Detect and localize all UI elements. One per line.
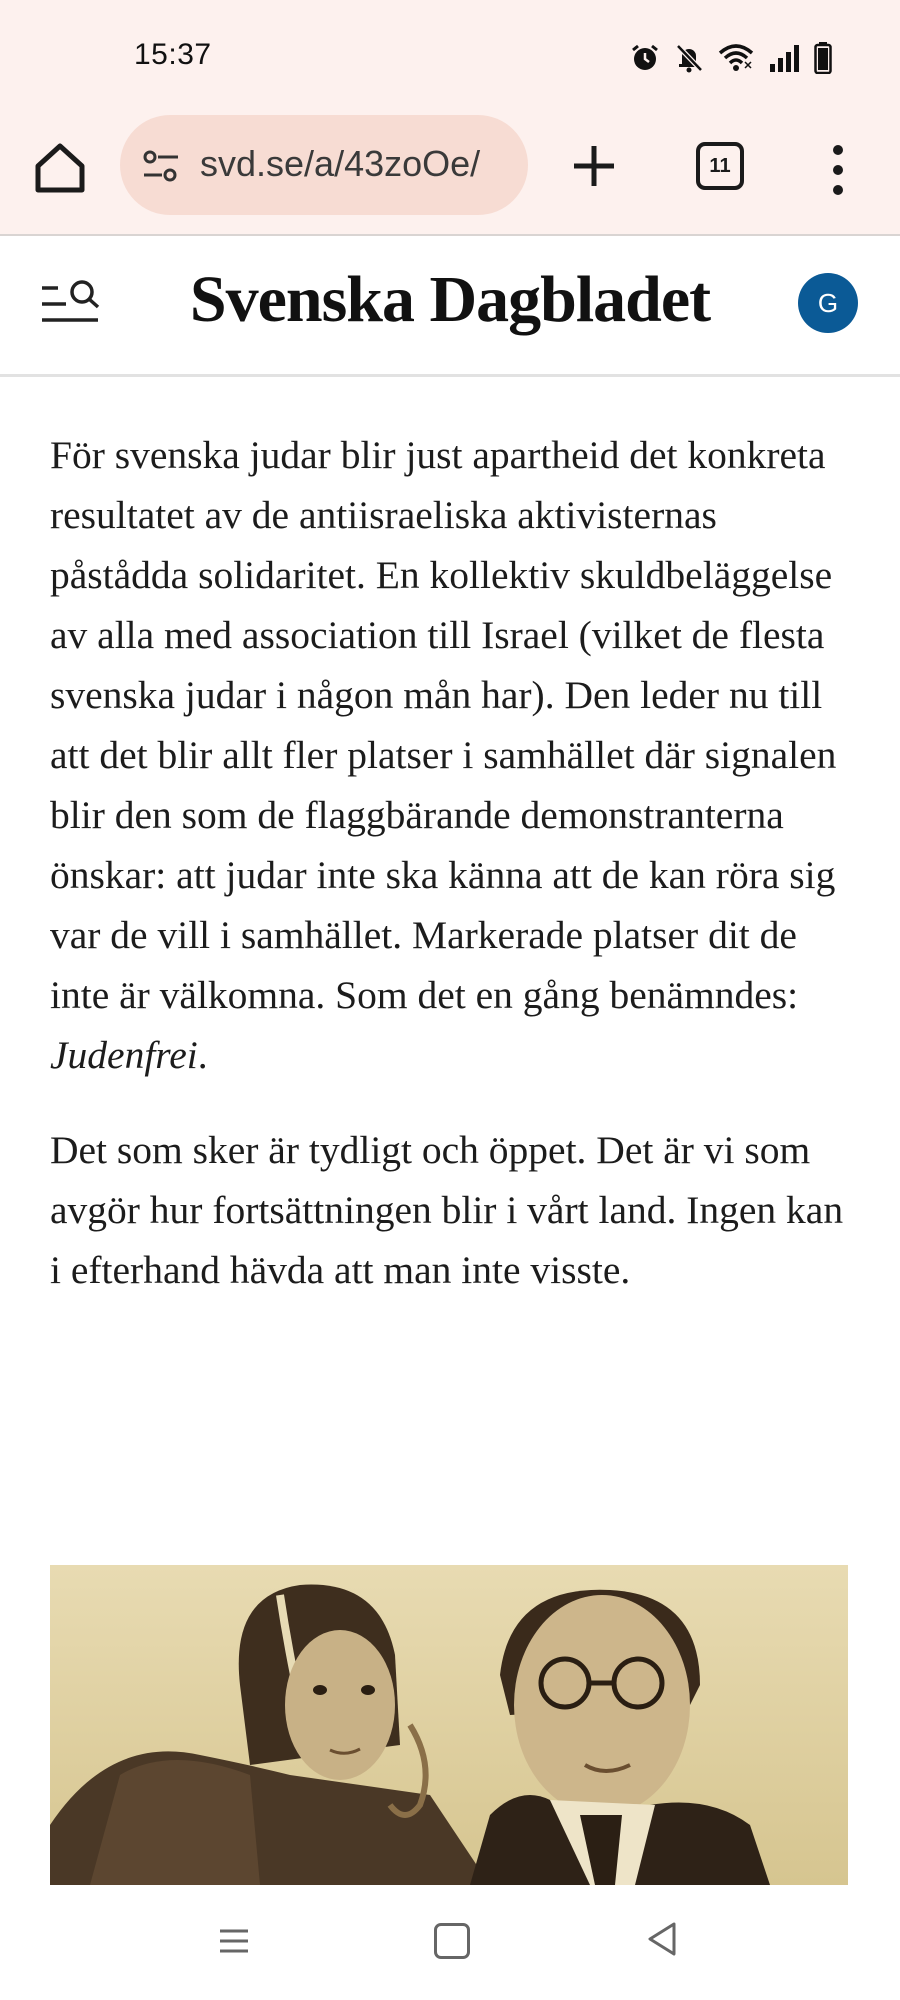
paragraph-end: . — [197, 1033, 208, 1077]
url-text[interactable]: svd.se/a/43zoOe/ — [200, 143, 481, 184]
masthead-logo[interactable]: Svenska Dagbladet — [189, 263, 711, 336]
browser-toolbar — [0, 110, 900, 236]
wifi-icon — [718, 43, 754, 73]
signal-icon — [768, 44, 800, 72]
new-tab-icon[interactable] — [568, 140, 620, 192]
site-header — [0, 236, 900, 377]
more-menu-icon[interactable] — [826, 140, 850, 200]
photo-illustration — [50, 1565, 848, 1885]
article-paragraph: Det som sker är tydligt och öppet. Det är vi som avgör hur fortsättningen blir i vårt land. Ingen kan i efterhand hävda att man inte visste. — [50, 1128, 844, 1292]
battery-icon — [814, 42, 832, 74]
home-icon[interactable] — [30, 138, 90, 198]
alarm-icon — [630, 43, 660, 73]
tab-count: 11 — [709, 154, 731, 177]
address-bar[interactable] — [120, 115, 528, 215]
recents-icon[interactable] — [218, 1925, 250, 1957]
site-settings-icon[interactable] — [140, 145, 182, 187]
system-nav-bar — [0, 1885, 900, 2000]
tabs-button[interactable] — [696, 142, 744, 190]
back-icon[interactable] — [646, 1921, 678, 1957]
status-icons — [630, 42, 832, 74]
article-paragraph — [50, 425, 860, 1085]
paragraph-text: För svenska judar blir just apartheid det konkreta resultatet av de antiisraeliska aktivisternas påstådda solidaritet. En kollektiv skuldbeläggelse av alla med association till Israel (vilket de flesta svenska judar i någon mån har). Den leder nu till att det blir allt fler platser i samhället där signalen blir den som de flaggbärande demonstranterna önskar: att judar inte ska känna att de kan röra sig var de vill i samhället. Markerade platser dit de inte är välkomna. Som det en gång benämndes: — [50, 433, 837, 1017]
mute-icon — [674, 43, 704, 73]
status-bar — [0, 0, 900, 110]
article-photo[interactable] — [50, 1565, 848, 1885]
article-body — [50, 425, 860, 1300]
status-time: 15:37 — [134, 38, 212, 71]
avatar-initial: G — [817, 287, 839, 318]
home-nav-icon[interactable] — [434, 1923, 470, 1959]
avatar[interactable] — [798, 273, 858, 333]
emphasis-text: Judenfrei — [50, 1033, 198, 1077]
